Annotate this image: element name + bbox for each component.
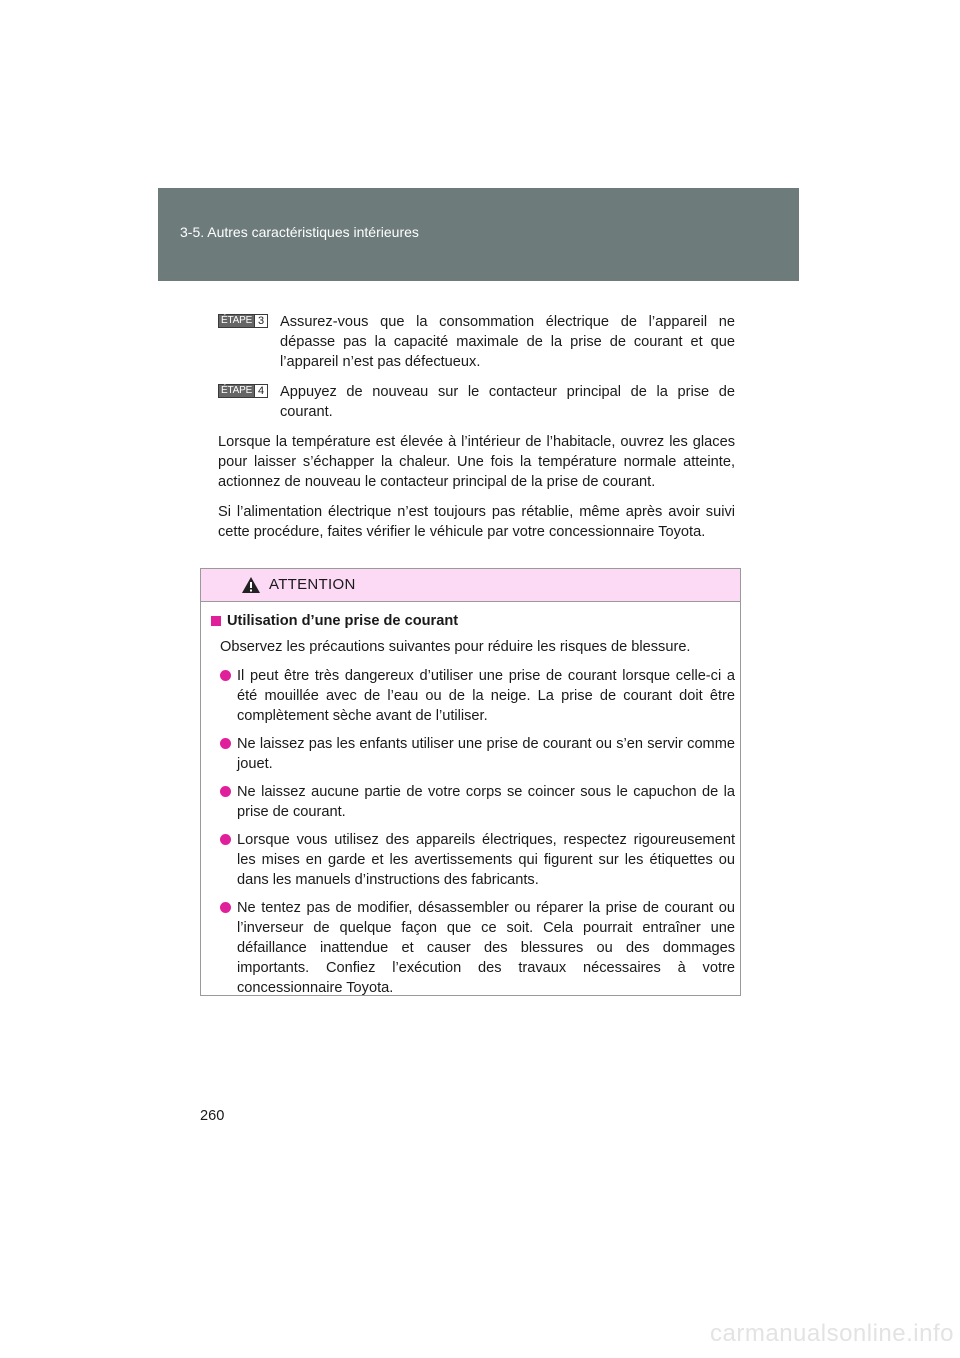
bullet-dot-icon bbox=[220, 902, 231, 913]
paragraph-temperature: Lorsque la température est élevée à l’intérieur de l’habitacle, ouvrez les glaces pour laisser s’échapper la chaleur. Une fois la température normale atteinte, actionnez de nouveau le contacteur principal de la prise de courant. bbox=[218, 434, 735, 490]
attention-intro: Observez les précautions suivantes pour réduire les risques de blessure. bbox=[220, 639, 691, 655]
list-item bbox=[211, 734, 735, 774]
list-item bbox=[211, 782, 735, 822]
step-text: Appuyez de nouveau sur le contacteur principal de la prise de courant. bbox=[280, 384, 735, 420]
section-title: 3-5. Autres caractéristiques intérieures bbox=[180, 224, 419, 240]
attention-title: ATTENTION bbox=[269, 576, 356, 593]
subheading-text: Utilisation d’une prise de courant bbox=[227, 613, 459, 629]
list-item bbox=[211, 898, 735, 998]
list-item bbox=[211, 666, 735, 726]
step-label: ÉTAPE bbox=[221, 385, 253, 396]
bullet-dot-icon bbox=[220, 834, 231, 845]
bullet-dot-icon bbox=[220, 670, 231, 681]
list-item bbox=[211, 830, 735, 890]
section-header bbox=[158, 188, 799, 281]
step-number: 3 bbox=[254, 315, 267, 327]
bullet-text: Il peut être très dangereux d’utiliser une prise de courant lorsque celle-ci a été mouillée avec de l’eau ou de la neige. La prise de courant doit être complètement sèche avant de l’utiliser. bbox=[237, 668, 735, 724]
step-4 bbox=[218, 382, 735, 422]
bullet-text: Ne laissez aucune partie de votre corps se coincer sous le capuchon de la prise de courant. bbox=[237, 784, 735, 820]
warning-triangle-icon bbox=[241, 576, 261, 594]
step-text: Assurez-vous que la consommation électrique de l’appareil ne dépasse pas la capacité maximale de la prise de courant et que l’appareil n’est pas défectueux. bbox=[280, 314, 735, 370]
attention-box bbox=[200, 568, 741, 996]
bullet-dot-icon bbox=[220, 786, 231, 797]
paragraph-dealer: Si l’alimentation électrique n’est toujours pas rétablie, même après avoir suivi cette procédure, faites vérifier le véhicule par votre concessionnaire Toyota. bbox=[218, 504, 735, 540]
main-content bbox=[218, 312, 735, 552]
square-bullet-icon bbox=[211, 616, 221, 626]
bullet-text: Ne tentez pas de modifier, désassembler ou réparer la prise de courant ou l’inverseur de quelque façon que ce soit. Cela pourrait entraîner une défaillance inattendue et causer des blessures ou des dommages importants. Confiez l’exécution des travaux nécessaires à votre concessionnaire Toyota. bbox=[237, 900, 735, 996]
bullet-dot-icon bbox=[220, 738, 231, 749]
step-label: ÉTAPE bbox=[221, 315, 253, 326]
page-number: 260 bbox=[200, 1108, 225, 1124]
attention-header bbox=[201, 569, 740, 602]
step-badge bbox=[218, 314, 268, 328]
step-3 bbox=[218, 312, 735, 372]
watermark: carmanualsonline.info bbox=[710, 1320, 954, 1347]
step-number: 4 bbox=[254, 385, 267, 397]
attention-subheading bbox=[211, 611, 735, 631]
attention-body bbox=[211, 611, 735, 1006]
bullet-text: Lorsque vous utilisez des appareils électriques, respectez rigoureusement les mises en garde et les avertissements qui figurent sur les étiquettes ou dans les manuels d’instructions des fabricants. bbox=[237, 832, 735, 888]
step-badge bbox=[218, 384, 268, 398]
bullet-text: Ne laissez pas les enfants utiliser une prise de courant ou s’en servir comme jouet. bbox=[237, 736, 735, 772]
